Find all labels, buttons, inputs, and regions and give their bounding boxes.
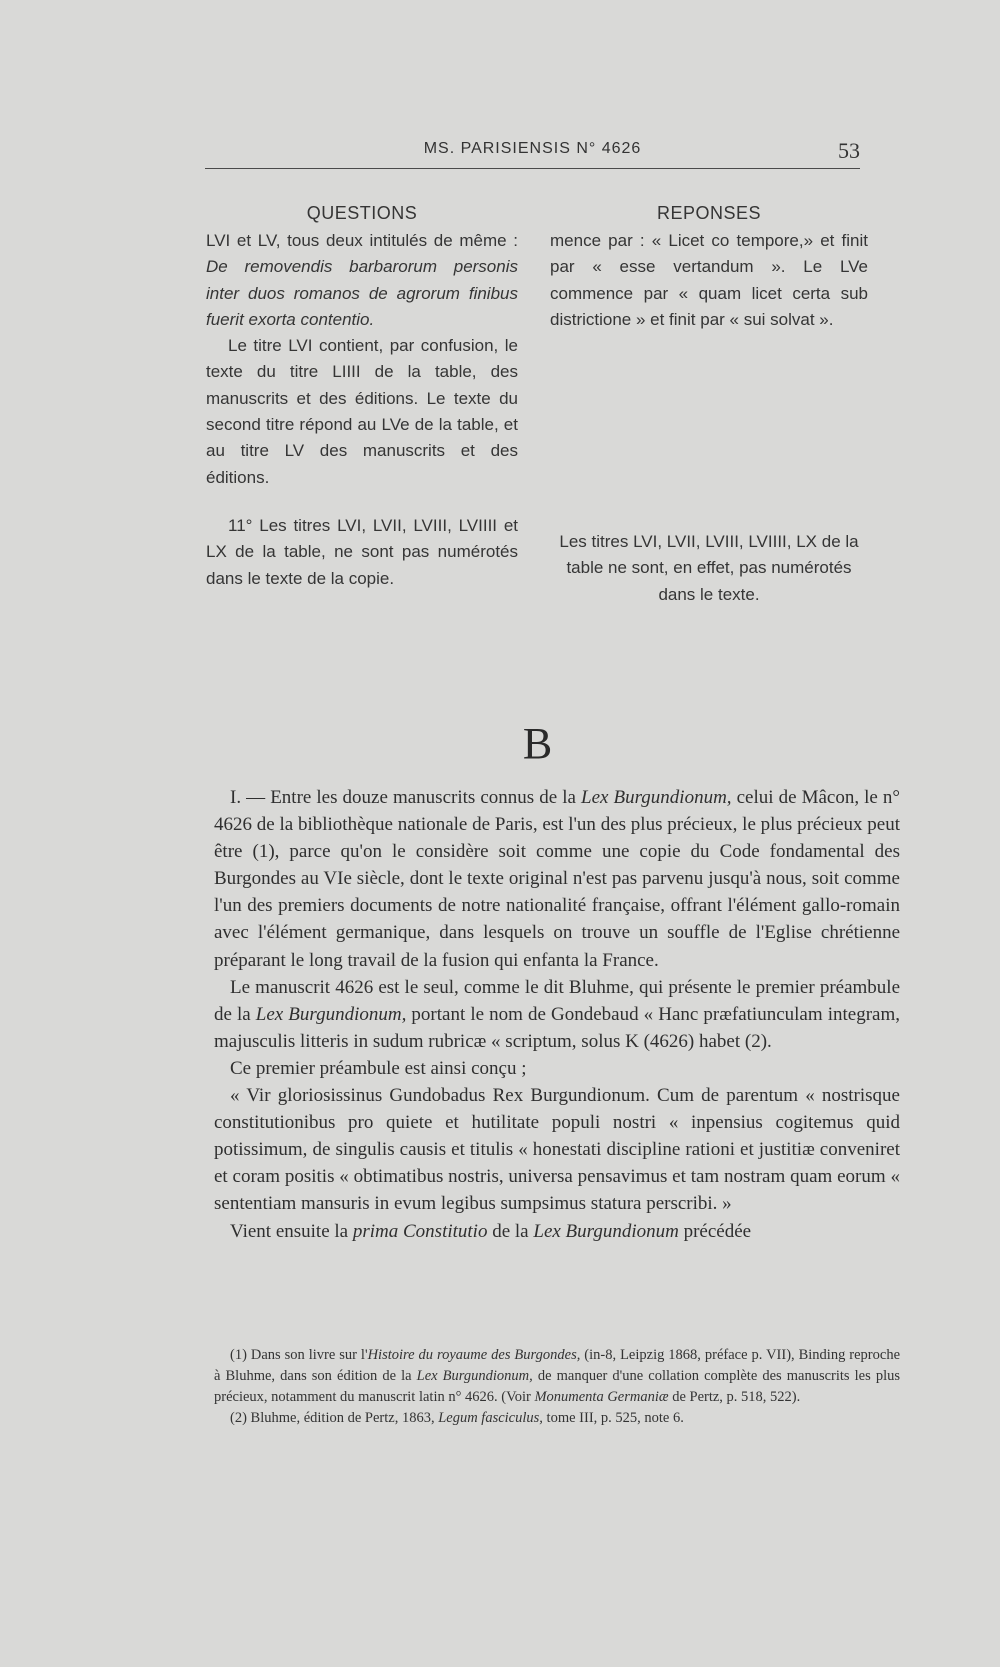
body-p5-a: Vient ensuite la [230,1220,353,1242]
fn1-c: de manquer d'une collation complète des manuscrits les plus précieux, notamment du manuscrit latin n° 4626. (Voir [214,1368,900,1405]
section-letter: B [522,719,553,768]
body-paragraph-1 [214,784,900,974]
fn2-italic: Legum fasciculus, [438,1410,543,1426]
question-paragraph-1 [206,228,518,333]
question-paragraph-2: Le titre LVI contient, par confusion, le texte du titre LIIII de la table, des manuscrits et des éditions. Le texte du second titre répond au LVe de la table, et au titre LV des manuscrits et des éditions. [206,336,518,487]
question-p1-text: LVI et LV, tous deux intitulés de même : [206,231,518,250]
body-p5-b: de la [487,1220,534,1242]
body-p2-a: Le manuscrit 4626 est le seul, comme le dit Bluhme, qui présente le premier préambule de la [214,976,900,1025]
fn1-b: (in-8, Leipzig 1868, préface p. VII), Binding reproche à Bluhme, dans son édition de la [214,1347,901,1384]
body-p2-b: portant le nom de Gondebaud « Hanc præfatiunculam integram, majusculis litteris in sudum rubricæ « scriptum, solus K (4626) habet (2). [214,1003,900,1052]
fn1-italic-2: Lex Burgundionum, [416,1368,533,1384]
footnotes [214,1345,900,1429]
body-p5-c: précédée [678,1220,752,1242]
responses-column [550,200,868,608]
fn2-a: (2) Bluhme, édition de Pertz, 1863, [230,1410,439,1426]
body-p1-b: celui de Mâcon, le n° 4626 de la bibliothèque nationale de Paris, est l'un des plus précieux, le plus précieux peut être (1), parce qu'on le considère soit comme une copie du Code fondamental des Burgondes au VIe siècle, dont le texte original n'est pas parvenu jusqu'à nous, soit comme l'un des premiers documents de notre nationalité française, offrant l'élément gallo-romain avec l'élément germanique, dans lesquels on trouve un souffle de l'Eglise chrétienne préparant le long travail de la fusion qui enfanta la France. [214,787,901,971]
body-paragraph-2 [214,974,900,1055]
body-paragraph-4: « Vir gloriosissinus Gundobadus Rex Burgundionum. Cum de parentum « nostrisque constitutionibus pro quiete et hutilitate populi nostri « inpensius cogitemus quid potissimum, de singulis causis et titulis « honestati discipline rationi et justitiæ conveniret et coram positis « obtimatibus nostris, universa pensavimus et tam nostram quam eorum « sententiam mansuris in evum legibus sumpsimus statura perscribi. » [214,1085,900,1215]
body-p1-a: I. — Entre les douze manuscrits connus de la [230,787,581,808]
response-paragraph-2: Les titres LVI, LVII, LVIII, LVIIII, LX de la table ne sont, en effet, pas numérotés dans le texte. [559,532,859,604]
body-p2-italic: Lex Burgundionum, [255,1003,407,1025]
body-p5-italic-1: prima Constitutio [352,1220,488,1242]
responses-heading: REPONSES [656,203,762,223]
question-paragraph-3: 11° Les titres LVI, LVII, LVIII, LVIIII et LX de la table, ne sont pas numérotés dans le texte de la copie. [206,515,518,588]
fn1-d: de Pertz, p. 518, 522). [668,1389,801,1405]
questions-column [206,200,518,592]
body-p1-italic: Lex Burgundionum, [581,787,732,808]
page-number: 53 [838,138,860,163]
fn1-italic-3: Monumenta Germaniæ [534,1389,669,1405]
questions-heading: QUESTIONS [306,203,418,223]
fn1-a: (1) Dans son livre sur l' [230,1347,368,1363]
footnote-2 [214,1408,900,1429]
fn1-italic-1: Histoire du royaume des Burgondes, [367,1347,581,1363]
running-header [205,138,860,169]
body-paragraph-5 [214,1218,900,1245]
body-paragraph-3: Ce premier préambule est ainsi conçu ; [230,1057,527,1079]
body-text [214,784,900,1245]
question-p1-latin: De removendis barbarorum personis inter duos romanos de agrorum finibus fuerit exorta contentio. [206,257,518,329]
response-paragraph-1: mence par : « Licet co tempore,» et finit par « esse vertandum ». Le LVe commence par « quam licet certa sub districtione » et finit par « sui solvat ». [550,231,868,329]
footnote-1 [214,1345,900,1408]
body-p5-italic-2: Lex Burgundionum [533,1220,679,1242]
running-title: MS. PARISIENSIS N° 4626 [423,140,642,157]
fn2-b: tome III, p. 525, note 6. [542,1410,684,1426]
